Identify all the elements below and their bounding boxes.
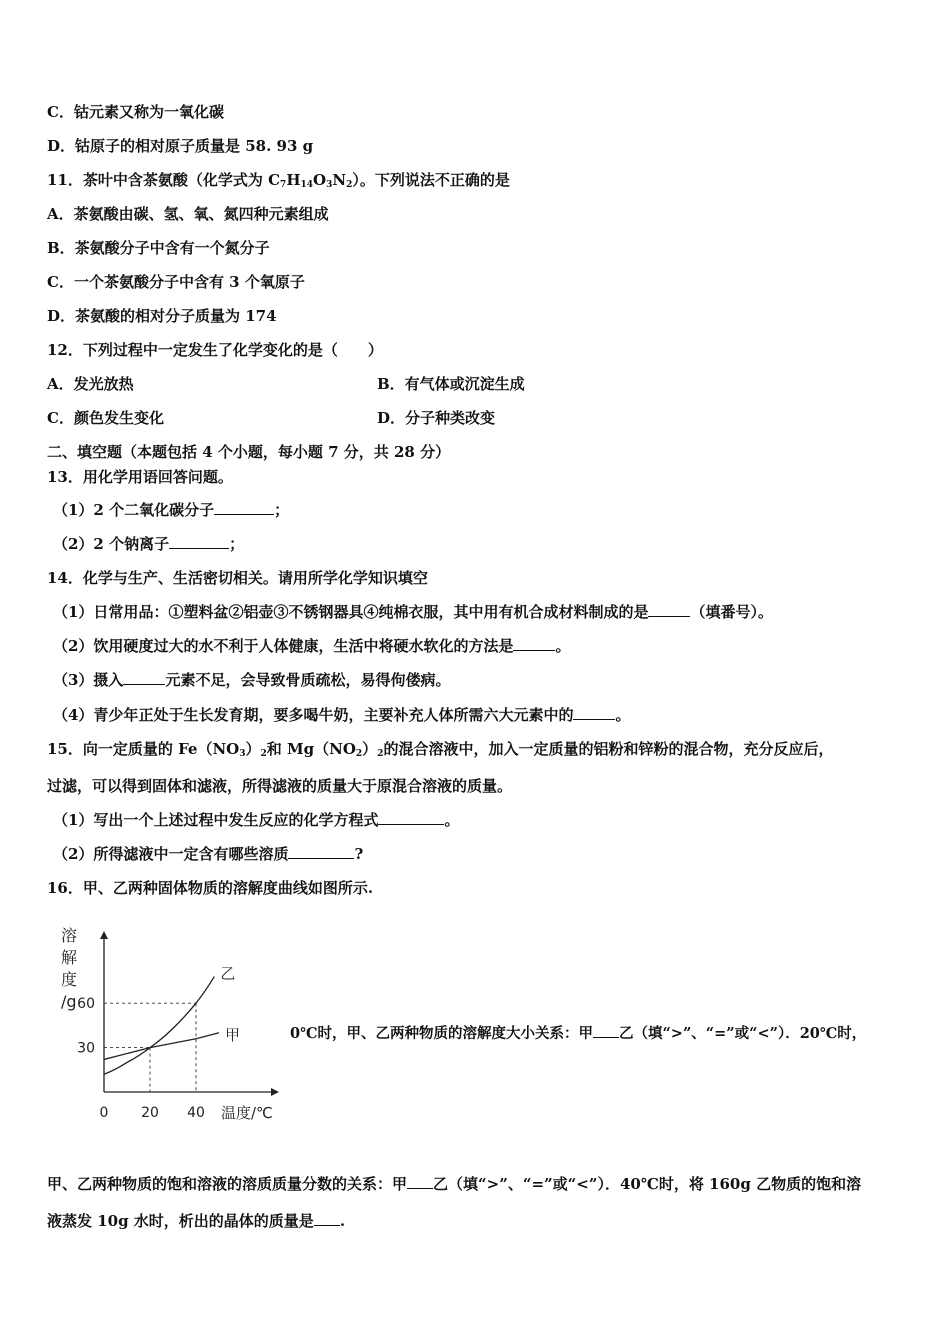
q10-option-d: D．钴原子的相对原子质量是 58. 93 g <box>47 137 314 155</box>
q12-stem: 12．下列过程中一定发生了化学变化的是（ ） <box>47 341 383 359</box>
solubility-chart <box>55 925 285 1130</box>
answer-blank[interactable] <box>593 1023 619 1038</box>
y-axis-label-char: 溶 <box>61 926 78 945</box>
q14-part2: （2）饮用硬度过大的水不利于人体健康，生活中将硬水软化的方法是 。 <box>53 637 571 655</box>
q11-option-c: C．一个茶氨酸分子中含有 3 个氧原子 <box>47 273 305 291</box>
q13-part1: （1）2 个二氧化碳分子 ； <box>53 501 290 519</box>
answer-blank[interactable] <box>288 844 354 859</box>
q11-option-d: D．茶氨酸的相对分子质量为 174 <box>47 307 277 325</box>
x-axis-arrow <box>271 1088 279 1096</box>
y-axis-label-char: 度 <box>61 970 78 989</box>
series-label: 乙 <box>220 964 236 983</box>
q16-text-line3: 液蒸发 10g 水时，析出的晶体的质量是 . <box>47 1212 346 1230</box>
answer-blank[interactable] <box>407 1174 433 1189</box>
q11-stem: 11．茶叶中含茶氨酸（化学式为 $C_7H_{14}O_3N_2$）。下列说法不正确的是 <box>47 171 510 190</box>
q16-side-text: 0℃时，甲、乙两种物质的溶解度大小关系：甲 乙（填“>”、“=”或“<”）．20℃时， <box>290 1025 867 1042</box>
q12-option-a: A．发光放热 <box>47 375 134 393</box>
answer-blank[interactable] <box>513 636 555 651</box>
x-tick-label: 0 <box>99 1105 109 1121</box>
y-tick-label: 30 <box>77 1040 95 1057</box>
q16-text-line2: 甲、乙两种物质的饱和溶液的溶质质量分数的关系：甲 乙（填“>”、“=”或“<”）．40℃时，将 160g 乙物质的饱和溶 <box>47 1175 862 1193</box>
q12-option-d: D．分子种类改变 <box>377 409 496 427</box>
q10-option-c: C．钴元素又称为一氧化碳 <box>47 103 224 121</box>
q14-part3: （3）摄入 元素不足，会导致骨质疏松，易得佝偻病。 <box>53 671 451 689</box>
series-line-yi <box>104 977 214 1075</box>
q15-stem: 15．向一定质量的 $Fe(NO_3)_2$和 $Mg(NO_2)_2$的混合溶液中，加入一定质量的铝粉和锌粉的混合物，充分反应后， <box>47 740 834 759</box>
x-axis-label: 温度/℃ <box>221 1104 273 1122</box>
q14-stem: 14．化学与生产、生活密切相关。请用所学化学知识填空 <box>47 569 428 587</box>
q14-part1: （1）日常用品：①塑料盆②铝壶③不锈钢器具④纯棉衣服，其中用有机合成材料制成的是 （填番号）。 <box>53 603 773 621</box>
series-line-jia <box>104 1033 219 1060</box>
answer-blank[interactable] <box>123 670 165 685</box>
answer-blank[interactable] <box>573 705 615 720</box>
q13-stem: 13．用化学用语回答问题。 <box>47 468 233 486</box>
y-axis-arrow <box>100 931 108 939</box>
q13-part2: （2）2 个钠离子 ； <box>53 535 245 553</box>
q12-option-c: C．颜色发生变化 <box>47 409 164 427</box>
q15-stem-line2: 过滤，可以得到固体和滤液，所得滤液的质量大于原混合溶液的质量。 <box>47 777 513 795</box>
section-heading: 二、填空题（本题包括 4 个小题，每小题 7 分，共 28 分） <box>47 443 451 461</box>
answer-blank[interactable] <box>314 1211 340 1226</box>
x-tick-label: 20 <box>141 1105 159 1121</box>
answer-blank[interactable] <box>169 534 229 549</box>
q14-part4: （4）青少年正处于生长发育期，要多喝牛奶，主要补充人体所需六大元素中的 。 <box>53 706 631 724</box>
q15-part2: （2）所得滤液中一定含有哪些溶质 ? <box>53 845 364 863</box>
answer-blank[interactable] <box>378 810 444 825</box>
answer-blank[interactable] <box>648 602 690 617</box>
y-axis-label-char: /g <box>61 992 77 1011</box>
q15-part1: （1）写出一个上述过程中发生反应的化学方程式 。 <box>53 811 460 829</box>
series-label: 甲 <box>225 1025 241 1044</box>
y-axis-label-char: 解 <box>61 948 78 967</box>
q11-option-b: B．茶氨酸分子中含有一个氮分子 <box>47 239 270 257</box>
answer-blank[interactable] <box>214 500 274 515</box>
q16-stem: 16．甲、乙两种固体物质的溶解度曲线如图所示. <box>47 879 374 897</box>
q11-option-a: A．茶氨酸由碳、氢、氧、氮四种元素组成 <box>47 205 329 223</box>
y-tick-label: 60 <box>77 996 95 1013</box>
q12-option-b: B．有气体或沉淀生成 <box>377 375 525 393</box>
x-tick-label: 40 <box>187 1105 205 1121</box>
